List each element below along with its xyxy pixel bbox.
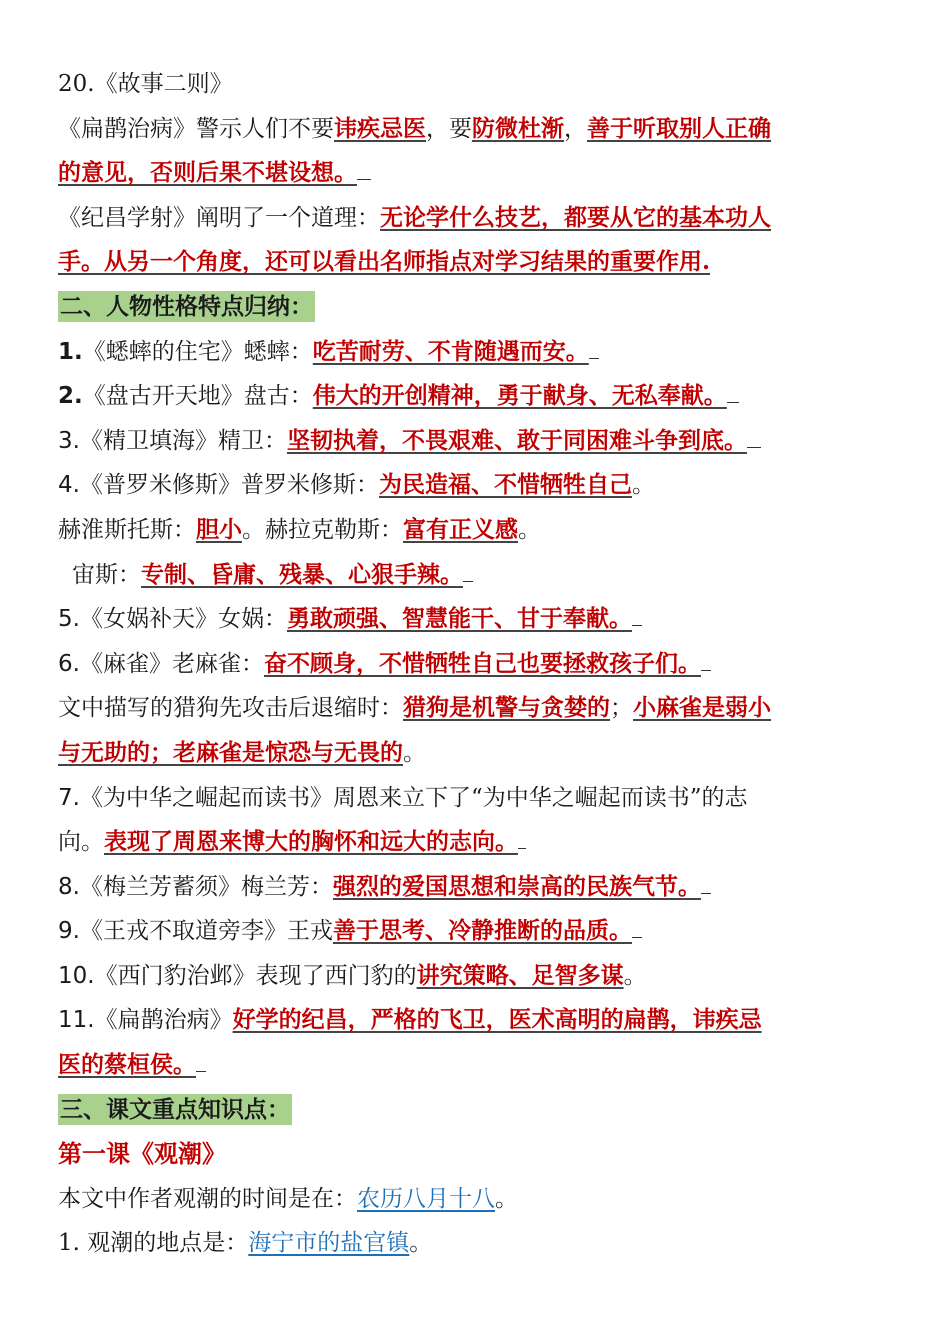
answer: 农历八月十八 [357, 1185, 495, 1212]
char-item-3 [58, 419, 894, 464]
answer: 海宁市的盐官镇 [248, 1230, 410, 1257]
text: 《西门豹治邺》表现了西门豹的 [94, 962, 417, 989]
text: 。 [403, 739, 426, 766]
underline-tail [727, 378, 739, 403]
dog-line2 [58, 731, 894, 776]
text: 。 [631, 472, 655, 499]
underline-tail [632, 913, 642, 938]
text: 宙斯： [72, 561, 141, 588]
section-title: 二、人物性格特点归纳： [60, 292, 313, 320]
underline-tail [701, 646, 711, 671]
item-number: 1. [58, 338, 83, 365]
answer: 富有正义感 [403, 515, 518, 543]
text: 《纪昌学射》阐明了一个道理： [58, 204, 380, 231]
answer: 强烈的爱国思想和崇高的民族气节。 [332, 872, 701, 900]
text: 。 [623, 962, 647, 989]
text: 《蟋蟀的住宅》蟋蟀： [82, 338, 313, 365]
item-number: 7. [58, 784, 80, 811]
text: 《扁鹊治病》 [94, 1007, 233, 1034]
answer: 与无助的；老麻雀是惊恐与无畏的 [58, 738, 403, 766]
heading-text: 20.《故事二则》 [58, 71, 233, 97]
text: 。 [518, 516, 541, 543]
item-number: 8. [58, 873, 80, 900]
underline-tail [518, 824, 526, 849]
item-10 [58, 954, 894, 999]
char-item-6 [58, 642, 894, 687]
answer: 善于思考、冷静推断的品质。 [332, 917, 632, 945]
text: 《为中华之崛起而读书》周恩来立下了“为中华之崛起而读书”的志 [79, 784, 748, 811]
item11-line1 [58, 998, 894, 1043]
text: 《麻雀》老麻雀： [79, 650, 264, 677]
answer: 奋不顾身，不惜牺牲自己也要拯救孩子们。 [263, 649, 701, 677]
lesson1-place [58, 1221, 894, 1266]
item-number: 11. [58, 1007, 95, 1034]
answer: 讲究策略、足智多谋 [416, 961, 624, 989]
text: 《普罗米修斯》普罗米修斯： [79, 472, 379, 499]
text: 《梅兰芳蓄须》梅兰芳： [79, 873, 333, 900]
greek-line2 [58, 553, 894, 598]
underline-tail [196, 1047, 206, 1072]
underline-tail [701, 869, 711, 894]
text: 《盘古开天地》盘古： [82, 383, 313, 410]
text: 1. 观潮的地点是： [58, 1230, 249, 1257]
answer: 讳疾忌医 [334, 114, 426, 142]
item-number: 3. [58, 427, 80, 454]
text: 《精卫填海》精卫： [79, 427, 287, 454]
answer: 猎狗是机警与贪婪的 [403, 694, 610, 722]
text: 《扁鹊治病》警示人们不要 [58, 115, 334, 142]
char-item-5 [58, 597, 894, 642]
section3-heading [58, 1088, 894, 1133]
story20-line2 [58, 151, 894, 196]
answer: 专制、昏庸、残暴、心狠手辣。 [141, 560, 463, 588]
text: ，要 [426, 115, 472, 142]
section-title: 三、课文重点知识点： [60, 1095, 290, 1123]
text: 本文中作者观潮的时间是在： [58, 1185, 357, 1212]
text: 《女娲补天》女娲： [79, 606, 287, 633]
lesson1-title [58, 1132, 894, 1177]
text: 。 [409, 1230, 433, 1257]
text: ， [564, 115, 587, 142]
answer: 医的蔡桓侯。 [58, 1051, 196, 1079]
answer: 善于听取别人正确 [587, 114, 771, 142]
text: ； [610, 695, 633, 722]
answer: 胆小 [196, 515, 242, 543]
text: 文中描写的猎狗先攻击后退缩时： [58, 695, 403, 722]
item-number: 2. [58, 383, 83, 410]
item-number: 4. [58, 472, 80, 499]
item-number: 9. [58, 918, 80, 945]
underline-tail [747, 423, 761, 448]
char-item-9 [58, 909, 894, 954]
item7-line2 [58, 820, 894, 865]
char-item-2 [58, 374, 894, 419]
item-number: 10. [58, 962, 95, 989]
answer: 防微杜渐 [472, 114, 564, 142]
answer: 的意见，否则后果不堪设想。 [58, 159, 357, 187]
greek-line1 [58, 508, 894, 553]
lesson1-time [58, 1177, 894, 1222]
answer: 吃苦耐劳、不肯随遇而安。 [312, 337, 589, 365]
story20-line4 [58, 240, 894, 285]
answer: 勇敢顽强、智慧能干、甘于奉献。 [286, 605, 632, 633]
char-item-8 [58, 865, 894, 910]
underline-tail [463, 557, 473, 582]
text: 《王戎不取道旁李》王戎 [79, 918, 333, 945]
answer: 小麻雀是弱小 [633, 694, 771, 722]
answer: 为民造福、不惜牺牲自己 [378, 471, 632, 499]
story20-line1 [58, 107, 894, 152]
underline-tail [632, 601, 642, 626]
item-number: 5. [58, 606, 80, 633]
section2-heading [58, 285, 894, 330]
char-item-4 [58, 463, 894, 508]
item-number: 6. [58, 650, 80, 677]
text: 。赫拉克勒斯： [242, 516, 403, 543]
item11-line2 [58, 1043, 894, 1088]
answer: 无论学什么技艺，都要从它的基本功人 [380, 203, 771, 231]
text: 向。 [58, 829, 104, 856]
document-page [58, 62, 894, 1266]
text: 。 [495, 1185, 518, 1212]
answer: 表现了周恩来博大的胸怀和远大的志向。 [104, 828, 518, 856]
answer: 手。从另一个角度，还可以看出名师指点对学习结果的重要作用. [58, 248, 711, 276]
answer: 伟大的开创精神，勇于献身、无私奉献。 [312, 382, 727, 410]
underline-tail [589, 334, 599, 359]
story20-line3 [58, 196, 894, 241]
item7-line1 [58, 776, 894, 821]
lesson-title: 第一课《观潮》 [58, 1139, 226, 1169]
text: 赫淮斯托斯： [58, 516, 196, 543]
dog-line1 [58, 686, 894, 731]
answer: 坚韧执着，不畏艰难、敢于同困难斗争到底。 [286, 426, 747, 454]
answer: 好学的纪昌，严格的飞卫，医术高明的扁鹊，讳疾忌 [232, 1006, 762, 1034]
underline-tail [357, 155, 371, 180]
story20-heading [58, 62, 894, 107]
char-item-1 [58, 330, 894, 375]
